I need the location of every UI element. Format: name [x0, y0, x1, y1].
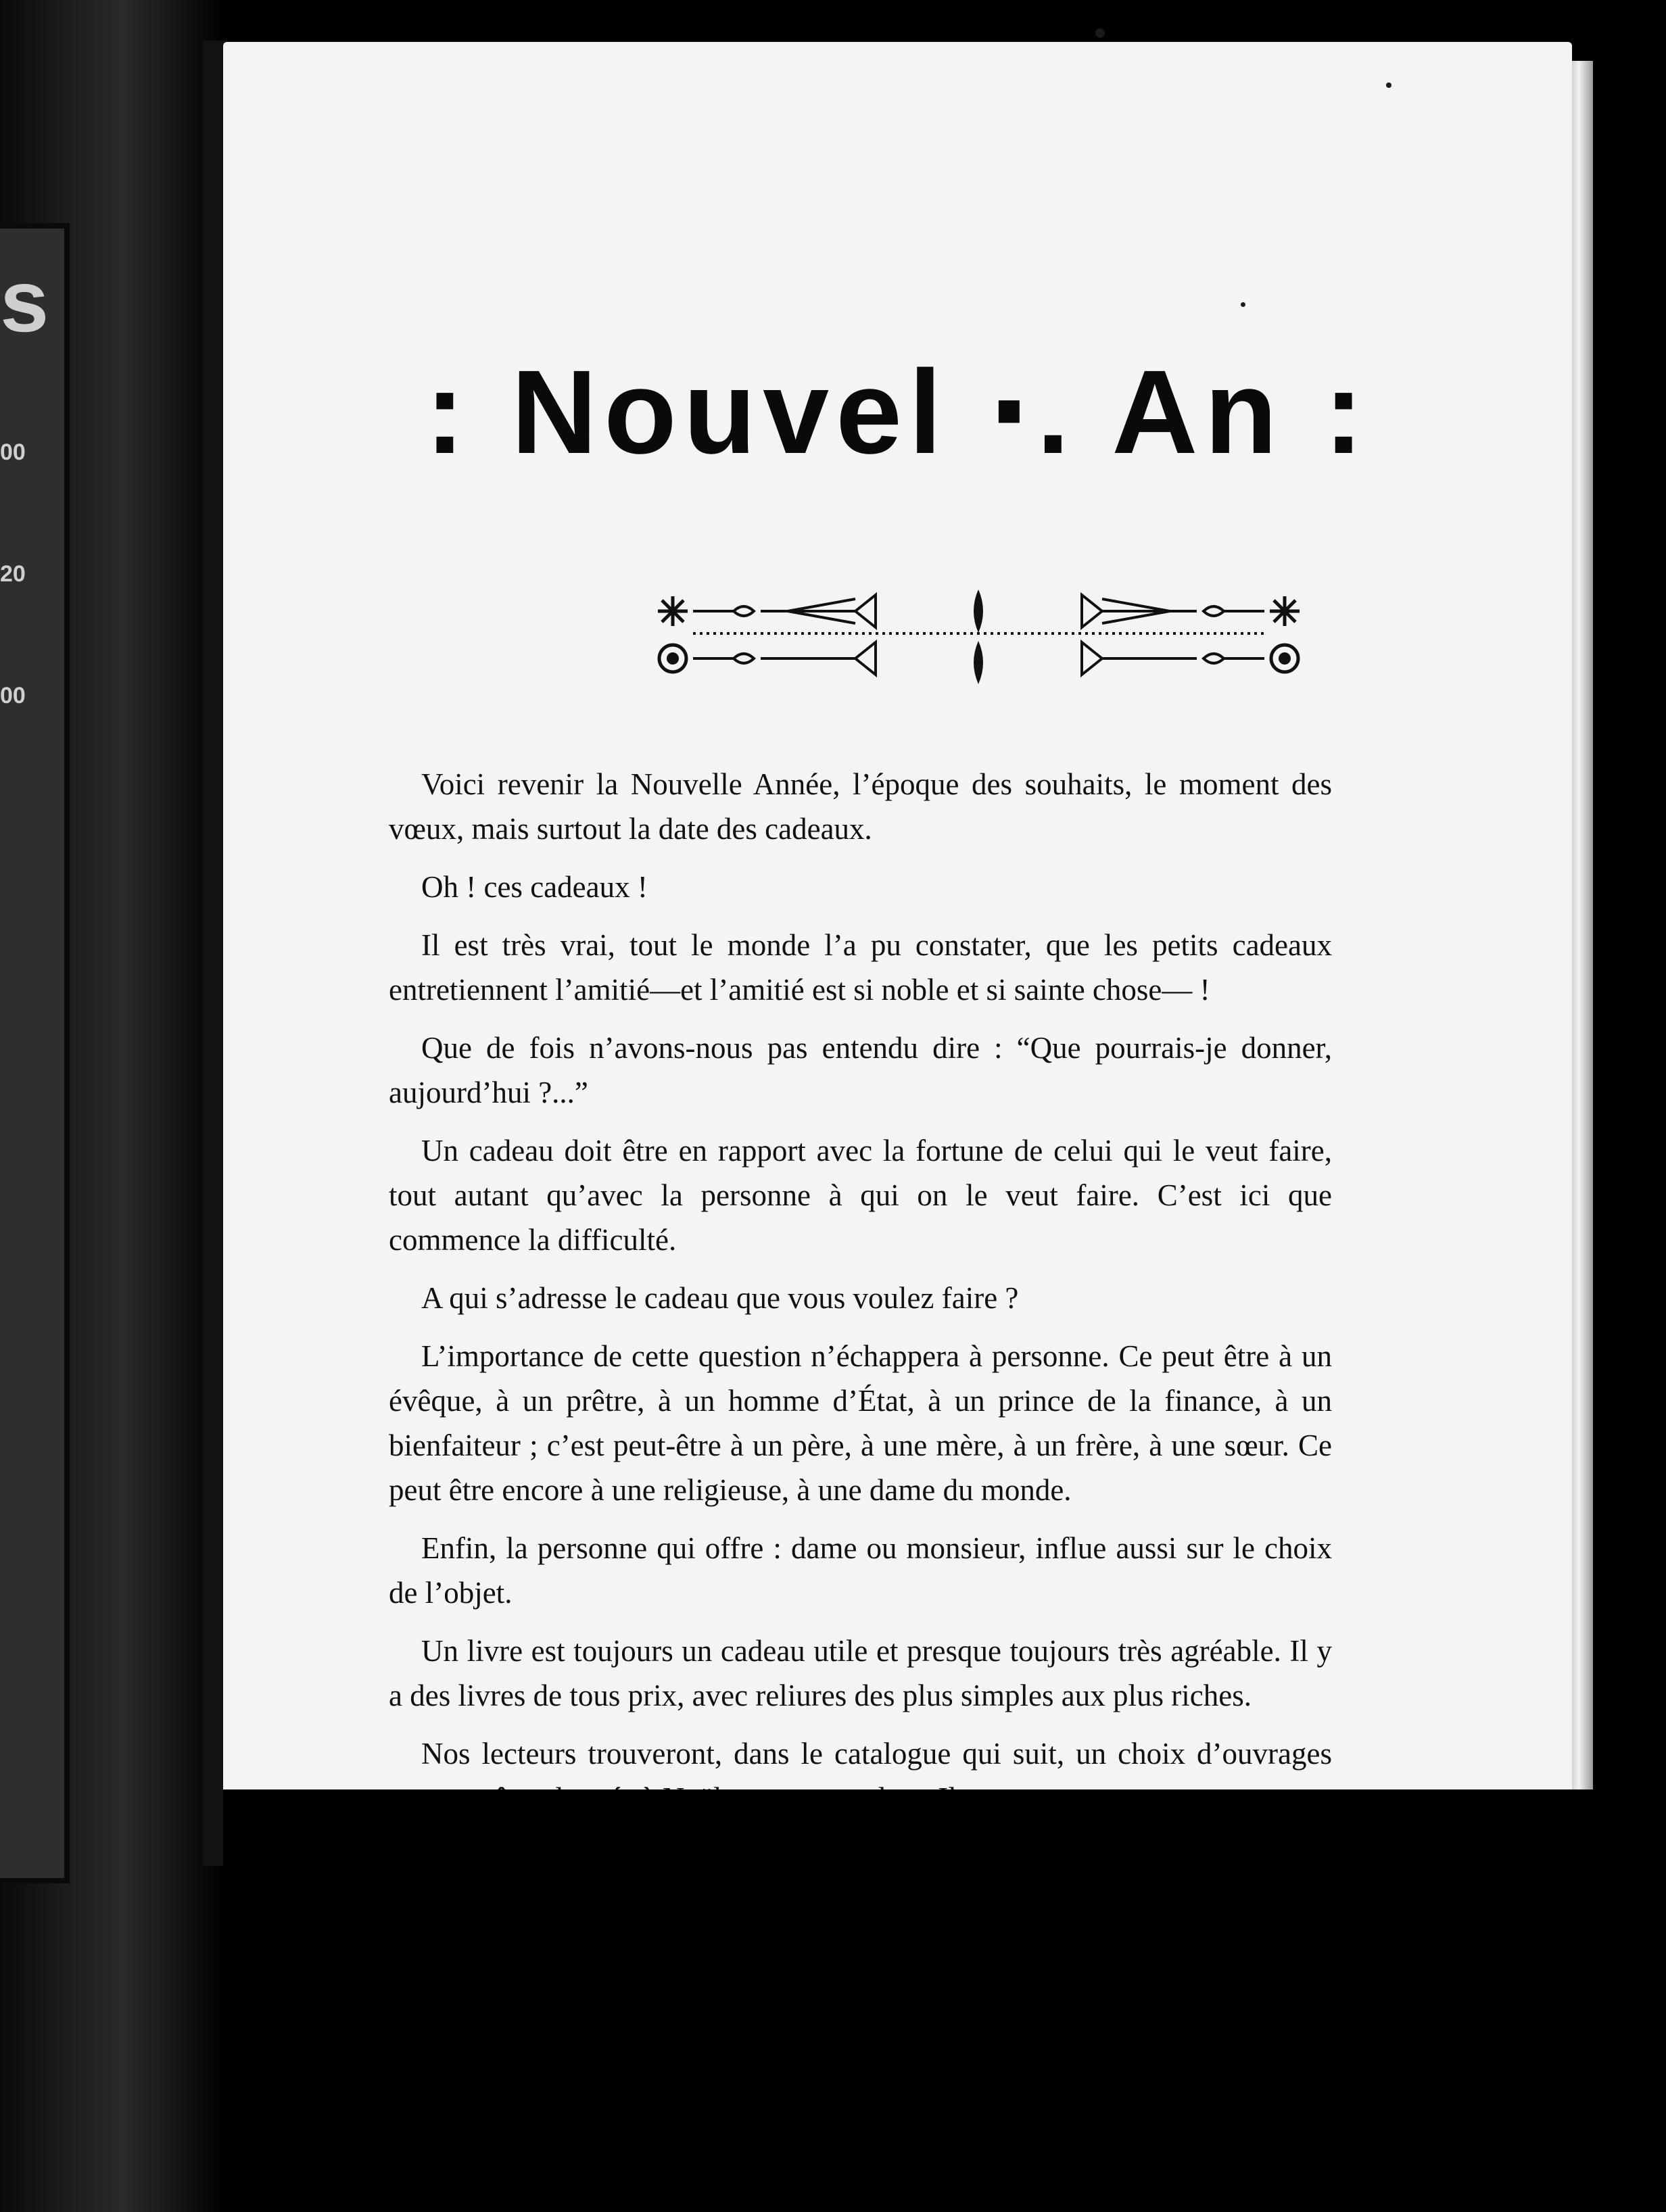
body-text [389, 762, 1332, 1834]
previous-page-number: 00 [0, 439, 26, 465]
ornament-divider [652, 583, 1305, 691]
scan-bottom-margin [223, 1789, 1666, 2212]
document-page [223, 42, 1572, 1789]
page-title: : Nouvel ‧. An : [425, 346, 1371, 479]
previous-page-letter: s [0, 251, 49, 350]
paragraph: Enfin, la personne qui offre : dame ou monsieur, influe aussi sur le choix de l’objet. [389, 1531, 1332, 1610]
scan-speck [1386, 82, 1391, 88]
paragraph: Un cadeau doit être en rapport avec la fortune de celui qui le veut faire, tout autant qu’avec la personne à qui on le veut faire. C’est ici que commence la difficulté. [389, 1134, 1332, 1257]
scan-speck [1095, 28, 1105, 38]
paragraph: L’importance de cette question n’échappera à personne. Ce peut être à un évêque, à un prêtre, à un homme d’État, à un prince de la finance, à un bienfaiteur ; c’est peut-être à un père, à une mère, à un frère, à une sœur. Ce peut être encore à une religieuse, à une dame du monde. [389, 1339, 1332, 1507]
paragraph: A qui s’adresse le cadeau que vous voulez faire ? [421, 1281, 1019, 1315]
previous-page-number: 20 [0, 561, 26, 587]
previous-page-number: 00 [0, 683, 26, 708]
scan-speck [1241, 302, 1245, 307]
paragraph: Un livre est toujours un cadeau utile et presque toujours très agréable. Il y a des livres de tous prix, avec reliures des plus simples aux plus riches. [389, 1634, 1332, 1712]
previous-page-edge [0, 223, 70, 1883]
paragraph: Oh ! ces cadeaux ! [421, 870, 648, 904]
paragraph: Il est très vrai, tout le monde l’a pu constater, que les petits cadeaux entretiennent l’amitié—et l’amitié est si noble et si sainte chose— ! [389, 928, 1332, 1007]
paragraph: Voici revenir la Nouvelle Année, l’époque des souhaits, le moment des vœux, mais surtout la date des cadeaux. [389, 767, 1332, 846]
paragraph: Que de fois n’avons-nous pas entendu dire : “Que pourrais-je donner, aujourd’hui ?...” [389, 1031, 1332, 1109]
paragraph: Nos lecteurs trouveront, dans le catalogue qui suit, un choix d’ouvrages [421, 1737, 1332, 1771]
